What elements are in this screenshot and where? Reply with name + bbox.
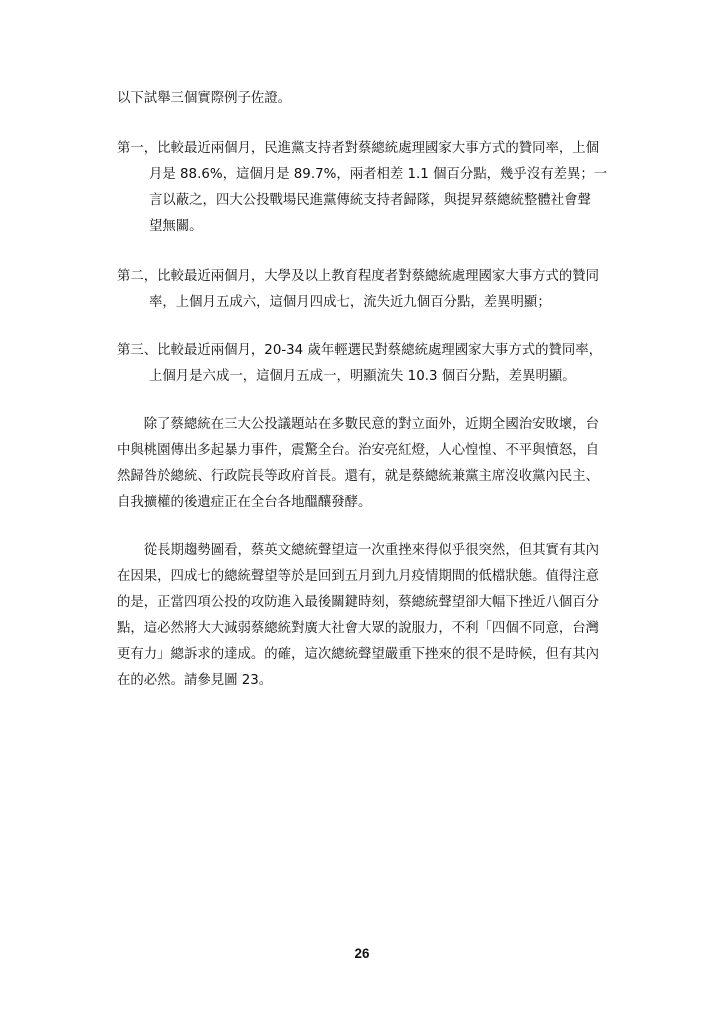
point-one-line-3: 言以蔽之，四大公投戰場民進黨傳統支持者歸隊，與提昇蔡總統整體社會聲	[149, 193, 591, 208]
document-body	[117, 86, 637, 694]
paragraph-trend-line-2: 在因果，四成七的總統聲望等於是回到五月到九月疫情期間的低檔狀態。值得注意	[117, 569, 600, 584]
paragraph-trend-line-6: 在的必然。請參見圖 23。	[117, 673, 273, 688]
paragraph-trend	[117, 538, 637, 694]
paragraph-trend-line-3: 的是，正當四項公投的攻防進入最後關鍵時刻，蔡總統聲望卻大幅下挫近八個百分	[117, 595, 600, 610]
paragraph-trend-line-4: 點，這必然將大大減弱蔡總統對廣大社會大眾的說服力，不利「四個不同意，台灣	[117, 621, 600, 636]
point-one-line-2: 月是 88.6%，這個月是 89.7%，兩者相差 1.1 個百分點，幾乎沒有差異；一	[149, 167, 608, 182]
paragraph-security	[117, 412, 637, 516]
point-two-line-1: 第二，比較最近兩個月，大學及以上教育程度者對蔡總統處理國家大事方式的贊同	[117, 269, 600, 284]
point-one-line-4: 望無關。	[149, 219, 203, 234]
intro-line: 以下試舉三個實際例子佐證。	[117, 91, 292, 106]
paragraph-trend-line-5: 更有力」總訴求的達成。的確，這次總統聲望嚴重下挫來的很不是時候，但有其內	[117, 647, 600, 662]
point-two-line-2: 率，上個月五成六，這個月四成七，流失近九個百分點，差異明顯；	[149, 295, 551, 310]
point-three-line-2: 上個月是六成一，這個月五成一，明顯流失 10.3 個百分點，差異明顯。	[149, 369, 576, 384]
paragraph-trend-line-1: 從長期趨勢圖看，蔡英文總統聲望這一次重挫來得似乎很突然，但其實有其內	[117, 543, 600, 558]
paragraph-security-line-1: 除了蔡總統在三大公投議題站在多數民意的對立面外，近期全國治安敗壞，台	[117, 417, 600, 432]
point-one-line-1: 第一，比較最近兩個月，民進黨支持者對蔡總統處理國家大事方式的贊同率，上個	[117, 141, 600, 156]
point-two	[117, 264, 637, 316]
paragraph-security-line-2: 中與桃園傳出多起暴力事件，震驚全台。治安亮紅燈，人心惶惶、不平與憤怒，自	[117, 443, 600, 458]
paragraph-security-line-3: 然歸咎於總統、行政院長等政府首長。還有，就是蔡總統兼黨主席沒收黨內民主、	[117, 469, 600, 484]
paragraph-security-line-4: 自我擴權的後遺症正在全台各地醞釀發酵。	[117, 495, 372, 510]
point-three-line-1: 第三、比較最近兩個月，20-34 歲年輕選民對蔡總統處理國家大事方式的贊同率，	[117, 343, 603, 358]
page-number: 26	[354, 946, 370, 961]
point-three	[117, 338, 637, 390]
point-one	[117, 136, 637, 240]
